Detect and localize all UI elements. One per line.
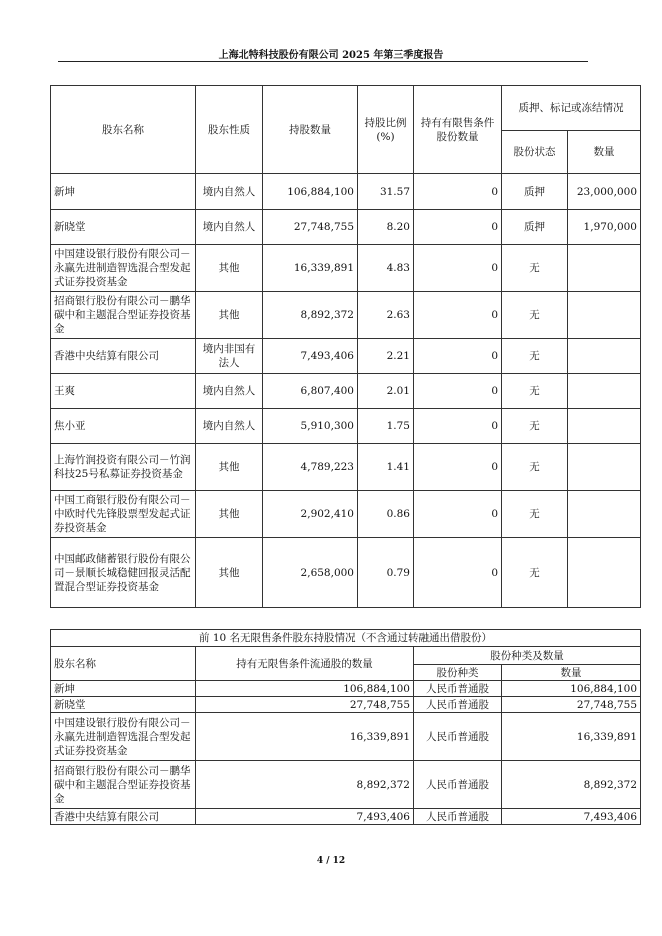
holder-ratio: 31.57 xyxy=(358,174,414,210)
holder-name: 中国工商银行股份有限公司－中欧时代先锋股票型发起式证券投资基金 xyxy=(51,491,196,538)
holder-nature: 境内自然人 xyxy=(196,210,263,245)
holder-restricted-shares: 0 xyxy=(414,245,502,292)
col-header-ratio: 持股比例(%) xyxy=(358,86,414,174)
holder-name: 招商银行股份有限公司－鹏华碳中和主题混合型证券投资基金 xyxy=(51,761,196,809)
unrestricted-shares: 106,884,100 xyxy=(196,681,414,697)
col-header-quantity: 数量 xyxy=(502,665,641,681)
share-quantity: 106,884,100 xyxy=(502,681,641,697)
holder-restricted-shares: 0 xyxy=(414,491,502,538)
holder-shares: 6,807,400 xyxy=(263,374,358,409)
holder-restricted-shares: 0 xyxy=(414,339,502,374)
holder-shares: 7,493,406 xyxy=(263,339,358,374)
holder-ratio: 8.20 xyxy=(358,210,414,245)
table-row xyxy=(51,681,641,697)
holder-nature: 境内自然人 xyxy=(196,374,263,409)
holder-pledge-status: 无 xyxy=(502,491,568,538)
holder-nature: 境内自然人 xyxy=(196,174,263,210)
holder-restricted-shares: 0 xyxy=(414,409,502,444)
holder-name: 中国建设银行股份有限公司－永赢先进制造智选混合型发起式证券投资基金 xyxy=(51,713,196,761)
col-header-name: 股东名称 xyxy=(51,647,196,681)
unrestricted-shares: 7,493,406 xyxy=(196,809,414,825)
holder-nature: 其他 xyxy=(196,444,263,491)
holder-pledge-status: 无 xyxy=(502,374,568,409)
col-header-type: 股份种类 xyxy=(414,665,502,681)
unrestricted-holders-table xyxy=(50,629,641,825)
holder-name: 王爽 xyxy=(51,374,196,409)
holder-restricted-shares: 0 xyxy=(414,444,502,491)
holder-pledge-status: 无 xyxy=(502,409,568,444)
col-header-status: 股份状态 xyxy=(502,131,568,174)
holder-pledge-quantity xyxy=(568,409,641,444)
holder-name: 新坤 xyxy=(51,174,196,210)
table-row xyxy=(51,761,641,809)
col-header-quantity: 数量 xyxy=(568,131,641,174)
holder-pledge-quantity xyxy=(568,245,641,292)
col-header-nature: 股东性质 xyxy=(196,86,263,174)
holder-name: 新晓堂 xyxy=(51,697,196,713)
holder-nature: 其他 xyxy=(196,245,263,292)
holder-ratio: 0.79 xyxy=(358,538,414,608)
share-quantity: 8,892,372 xyxy=(502,761,641,809)
holder-restricted-shares: 0 xyxy=(414,210,502,245)
holder-pledge-quantity xyxy=(568,292,641,339)
holder-name: 中国建设银行股份有限公司－永赢先进制造智选混合型发起式证券投资基金 xyxy=(51,245,196,292)
table-row xyxy=(51,491,641,538)
holder-name: 新晓堂 xyxy=(51,210,196,245)
share-type: 人民币普通股 xyxy=(414,697,502,713)
table-row xyxy=(51,713,641,761)
holder-pledge-status: 质押 xyxy=(502,210,568,245)
holder-ratio: 1.41 xyxy=(358,444,414,491)
holder-restricted-shares: 0 xyxy=(414,174,502,210)
table-row xyxy=(51,292,641,339)
holder-nature: 其他 xyxy=(196,491,263,538)
holder-pledge-quantity xyxy=(568,374,641,409)
holder-ratio: 1.75 xyxy=(358,409,414,444)
holder-shares: 4,789,223 xyxy=(263,444,358,491)
share-quantity: 7,493,406 xyxy=(502,809,641,825)
holder-name: 招商银行股份有限公司－鹏华碳中和主题混合型证券投资基金 xyxy=(51,292,196,339)
holder-pledge-quantity: 1,970,000 xyxy=(568,210,641,245)
holder-pledge-status: 无 xyxy=(502,292,568,339)
table-row xyxy=(51,538,641,608)
holder-nature: 其他 xyxy=(196,538,263,608)
holder-shares: 2,658,000 xyxy=(263,538,358,608)
holder-pledge-quantity xyxy=(568,339,641,374)
holder-name: 香港中央结算有限公司 xyxy=(51,339,196,374)
col-header-restricted: 持有有限售条件股份数量 xyxy=(414,86,502,174)
holder-ratio: 2.21 xyxy=(358,339,414,374)
table-row xyxy=(51,245,641,292)
report-header: 上海北特科技股份有限公司 2025 年第三季度报告 xyxy=(218,50,444,61)
holder-pledge-status: 无 xyxy=(502,245,568,292)
holder-ratio: 4.83 xyxy=(358,245,414,292)
unrestricted-table-title: 前 10 名无限售条件股东持股情况（不含通过转融通出借股份） xyxy=(51,630,641,647)
unrestricted-shares: 27,748,755 xyxy=(196,697,414,713)
holder-ratio: 2.01 xyxy=(358,374,414,409)
holder-name: 焦小亚 xyxy=(51,409,196,444)
holder-pledge-status: 无 xyxy=(502,538,568,608)
col-header-name: 股东名称 xyxy=(51,86,196,174)
holder-pledge-status: 无 xyxy=(502,444,568,491)
share-type: 人民币普通股 xyxy=(414,681,502,697)
share-type: 人民币普通股 xyxy=(414,761,502,809)
holder-shares: 27,748,755 xyxy=(263,210,358,245)
holder-restricted-shares: 0 xyxy=(414,374,502,409)
holder-pledge-status: 质押 xyxy=(502,174,568,210)
top-shareholders-table xyxy=(50,85,641,608)
table-row xyxy=(51,409,641,444)
holder-pledge-quantity xyxy=(568,444,641,491)
col-header-pledge-group: 质押、标记或冻结情况 xyxy=(502,86,641,131)
table-row xyxy=(51,809,641,825)
holder-pledge-quantity xyxy=(568,491,641,538)
holder-name: 新坤 xyxy=(51,681,196,697)
col-header-unrestricted-shares: 持有无限售条件流通股的数量 xyxy=(196,647,414,681)
col-header-shares: 持股数量 xyxy=(263,86,358,174)
table-row xyxy=(51,174,641,210)
share-type: 人民币普通股 xyxy=(414,713,502,761)
table-row xyxy=(51,210,641,245)
holder-shares: 5,910,300 xyxy=(263,409,358,444)
holder-restricted-shares: 0 xyxy=(414,292,502,339)
table-row xyxy=(51,374,641,409)
header-divider xyxy=(58,61,588,62)
share-type: 人民币普通股 xyxy=(414,809,502,825)
holder-name: 上海竹润投资有限公司－竹润科技25号私募证券投资基金 xyxy=(51,444,196,491)
unrestricted-shares: 8,892,372 xyxy=(196,761,414,809)
unrestricted-shares: 16,339,891 xyxy=(196,713,414,761)
holder-ratio: 0.86 xyxy=(358,491,414,538)
holder-nature: 其他 xyxy=(196,292,263,339)
table-row xyxy=(51,697,641,713)
holder-shares: 106,884,100 xyxy=(263,174,358,210)
holder-ratio: 2.63 xyxy=(358,292,414,339)
holder-pledge-quantity: 23,000,000 xyxy=(568,174,641,210)
holder-pledge-status: 无 xyxy=(502,339,568,374)
table-row xyxy=(51,339,641,374)
col-header-type-group: 股份种类及数量 xyxy=(414,647,641,665)
table-row xyxy=(51,444,641,491)
holder-shares: 2,902,410 xyxy=(263,491,358,538)
holder-nature: 境内非国有法人 xyxy=(196,339,263,374)
holder-shares: 8,892,372 xyxy=(263,292,358,339)
holder-nature: 境内自然人 xyxy=(196,409,263,444)
page-number: 4 / 12 xyxy=(316,856,346,866)
holder-restricted-shares: 0 xyxy=(414,538,502,608)
share-quantity: 27,748,755 xyxy=(502,697,641,713)
holder-shares: 16,339,891 xyxy=(263,245,358,292)
holder-name: 香港中央结算有限公司 xyxy=(51,809,196,825)
holder-name: 中国邮政储蓄银行股份有限公司－景顺长城稳健回报灵活配置混合型证券投资基金 xyxy=(51,538,196,608)
holder-pledge-quantity xyxy=(568,538,641,608)
share-quantity: 16,339,891 xyxy=(502,713,641,761)
